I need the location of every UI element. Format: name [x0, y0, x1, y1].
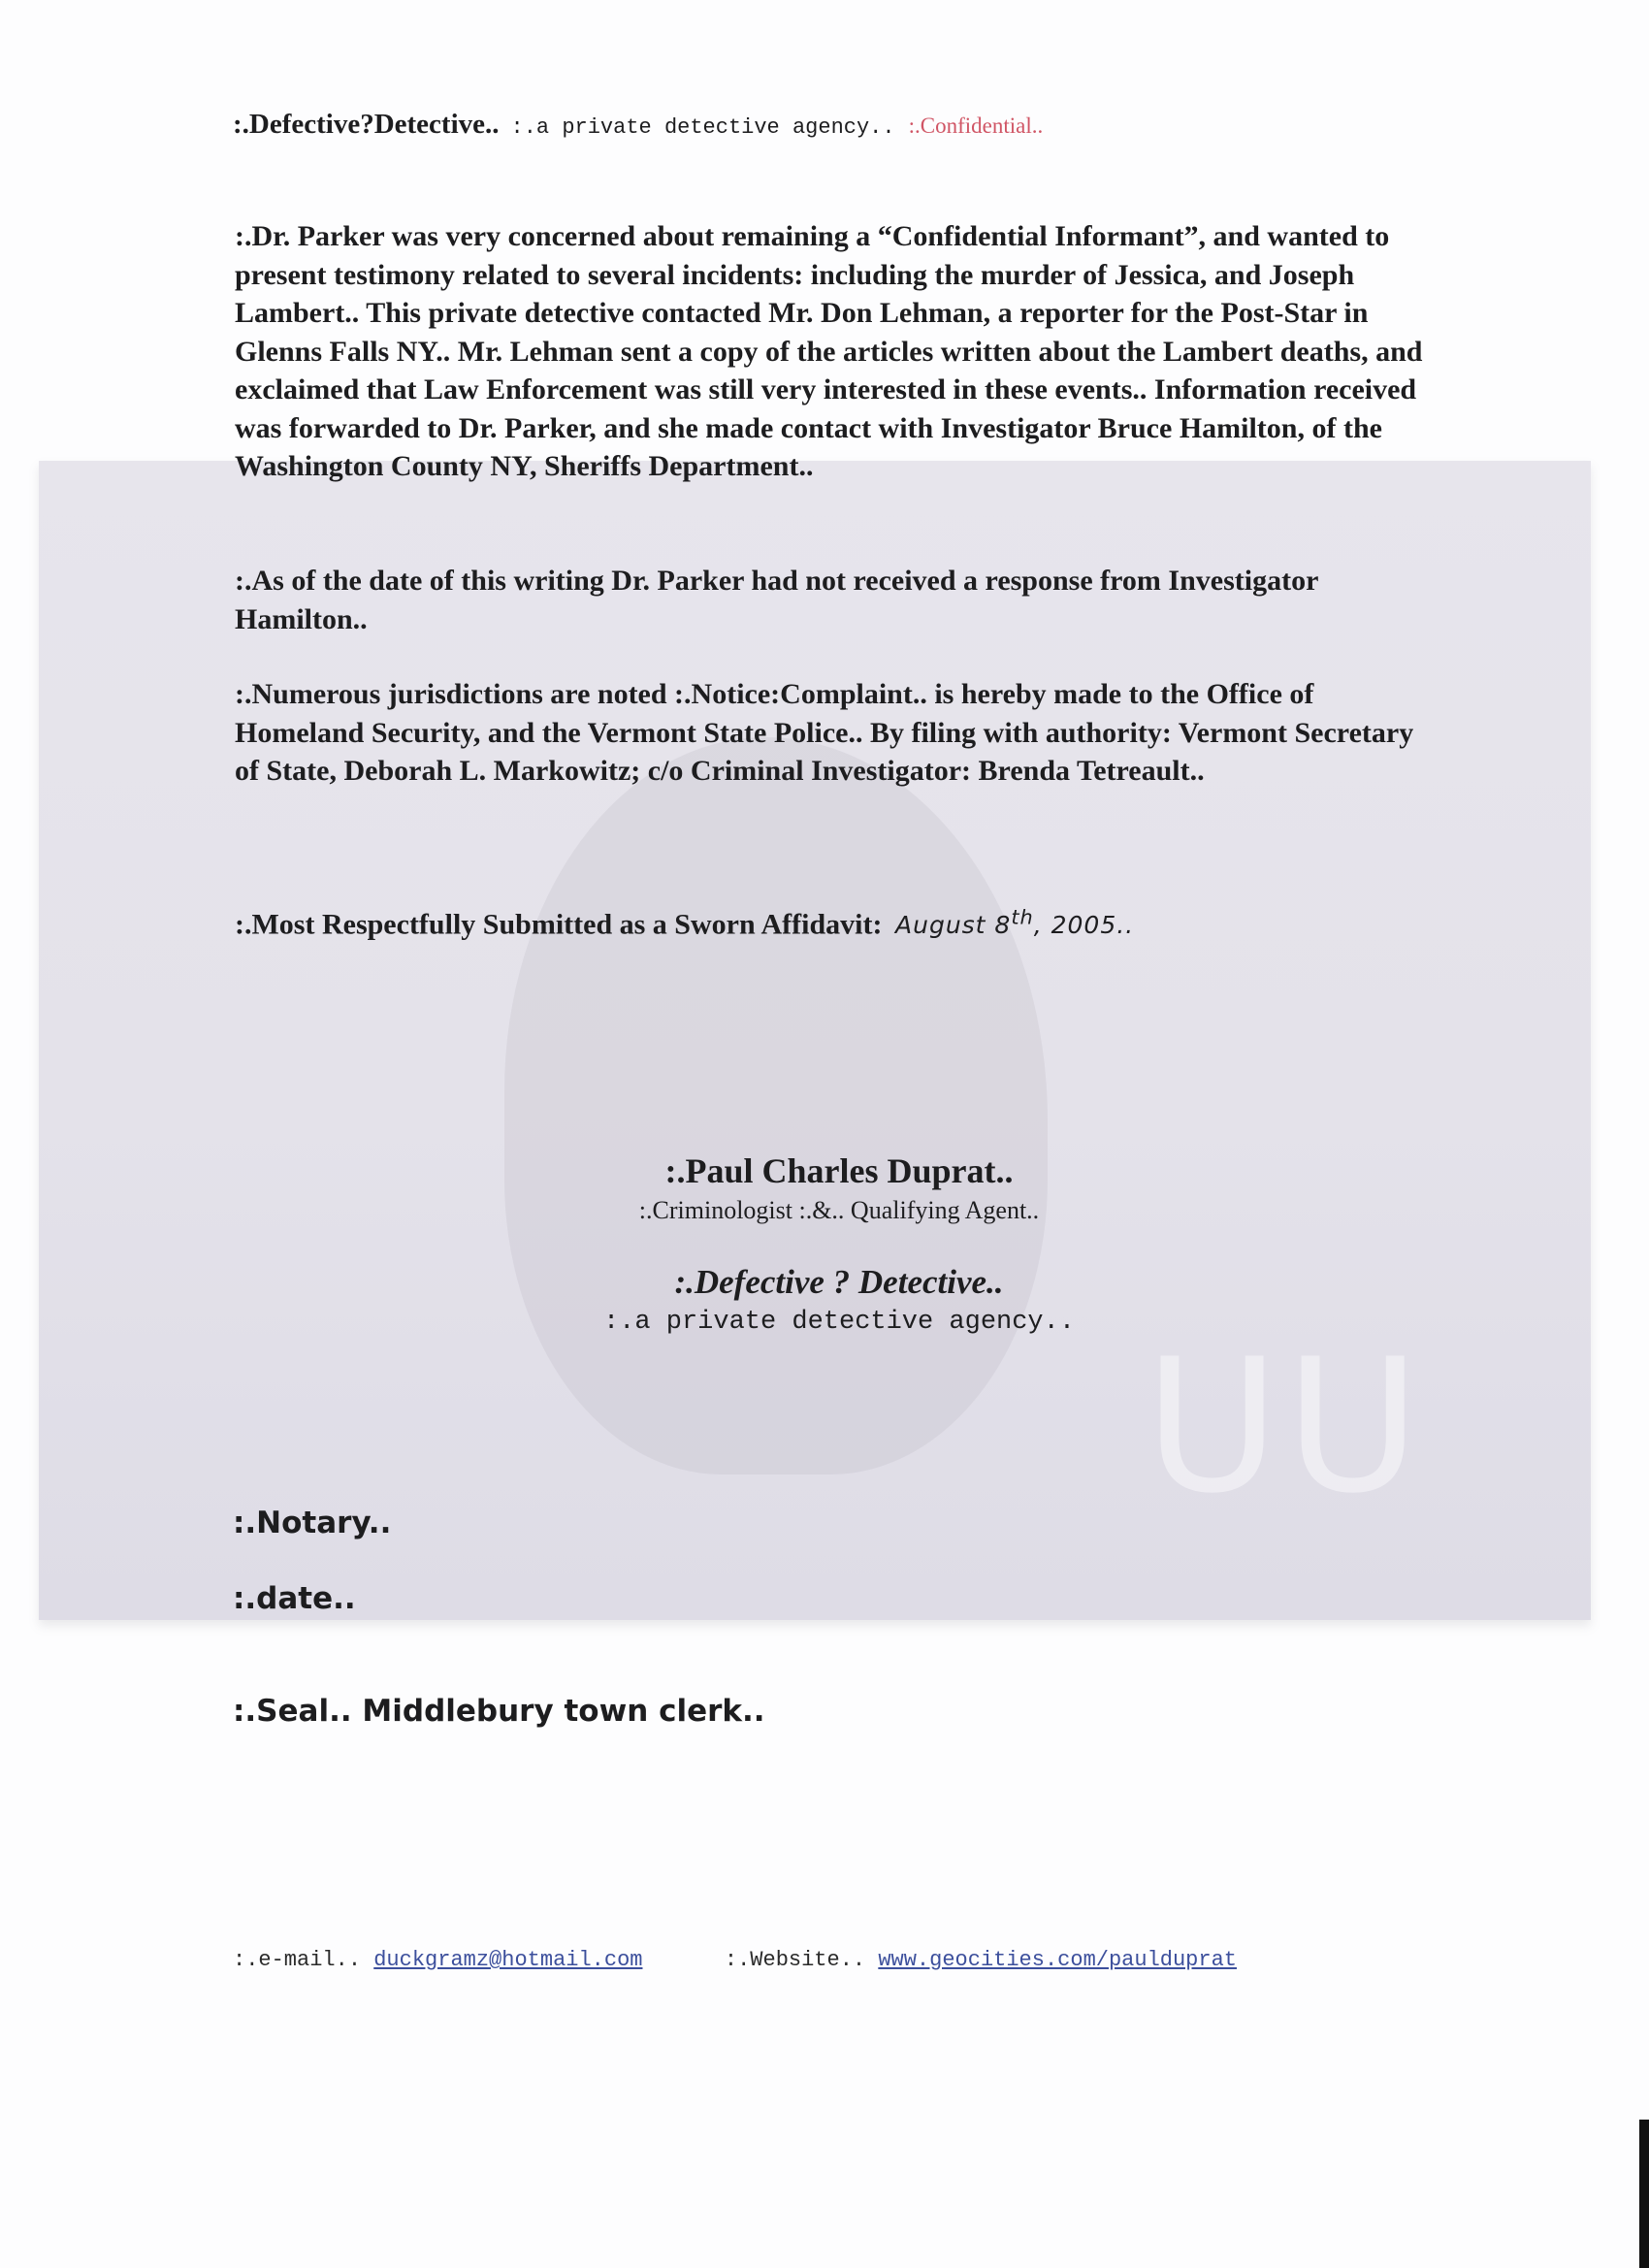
affidavit-date [895, 906, 1135, 940]
website-link[interactable]: www.geocities.com/paulduprat [878, 1948, 1237, 1972]
affidavit-line [235, 906, 1134, 941]
affidavit-label: :.Most Respectfully Submitted as a Sworn Affidavit: [235, 908, 883, 941]
affidavit-date-suffix: , 2005.. [1033, 911, 1135, 940]
letterhead [233, 109, 1043, 141]
confidential-mark: :.Confidential.. [908, 113, 1044, 138]
website-label: :.Website.. [724, 1948, 866, 1972]
signatory-agency: :.Defective ? Detective.. [674, 1263, 1004, 1301]
paragraph-informant: :.Dr. Parker was very concerned about remaining a “Confidential Informant”, and wanted to present testimony related to several incidents: including the murder of Jessica, and Joseph Lambert.. This private detective contacted Mr. Don Lehman, a reporter for the Post-Star in Glenns Falls NY.. Mr. Lehman sent a copy of the articles written about the Lambert deaths, and exclaimed that Law Enforcement was still very interested in these events.. Information received was forwarded to Dr. Parker, and she made contact with Investigator Bruce Hamilton, of the Washington County NY, Sheriffs Department.. [235, 220, 1423, 482]
contact-footer [233, 1948, 1237, 1972]
watermark-letters: UU [1145, 1319, 1427, 1534]
letterhead-tagline: :.a private detective agency.. [510, 115, 895, 140]
affidavit-date-prefix: August 8 [895, 911, 1012, 940]
date-label: :.date.. [233, 1581, 356, 1616]
seal-label: :.Seal.. Middlebury town clerk.. [233, 1694, 765, 1729]
letterhead-brand: :.Defective?Detective.. [233, 109, 500, 140]
affidavit-date-sup: th [1011, 906, 1034, 929]
scan-edge-mark [1639, 2120, 1649, 2268]
email-link[interactable]: duckgramz@hotmail.com [373, 1948, 643, 1972]
email-label: :.e-mail.. [233, 1948, 362, 1972]
signatory-tagline: :.a private detective agency.. [602, 1308, 1076, 1337]
notary-label: :.Notary.. [233, 1506, 392, 1540]
paragraph-jurisdictions: :.Numerous jurisdictions are noted :.Notice:Complaint.. is hereby made to the Office of Homeland Security, and the Vermont State Police.. By filing with authority: Vermont Secretary of State, Deborah L. Markowitz; c/o Criminal Investigator: Brenda Tetreault.. [235, 678, 1414, 787]
paragraph-response: :.As of the date of this writing Dr. Parker had not received a response from Investigator Hamilton.. [235, 565, 1318, 635]
signatory-title: :.Criminologist :.&.. Qualifying Agent.. [638, 1196, 1040, 1224]
signatory-name: :.Paul Charles Duprat.. [664, 1151, 1014, 1190]
